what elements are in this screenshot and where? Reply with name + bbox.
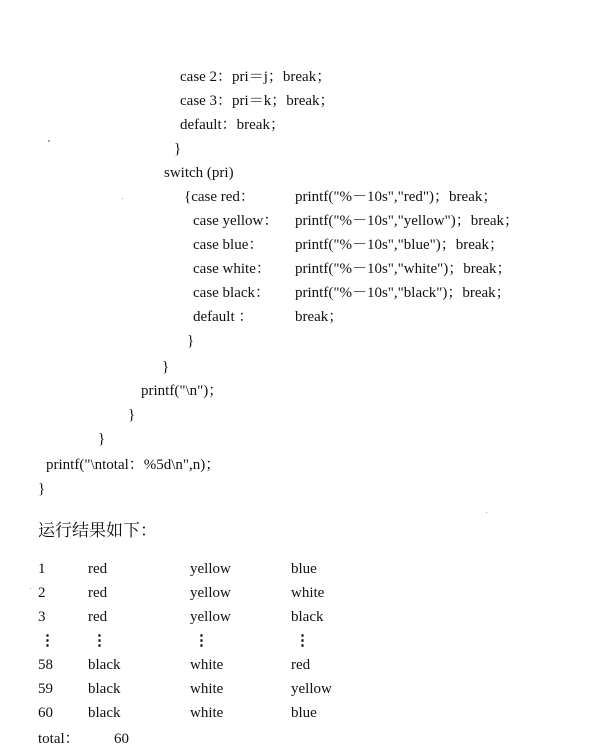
code-line-printf-newline: printf("\n")；	[141, 383, 224, 399]
code-line-case-yellow-stmt: printf("%－10s","yellow")；break；	[295, 213, 520, 229]
code-line-brace-close: }	[128, 407, 136, 423]
code-line-case-yellow-label: case yellow：	[193, 213, 279, 229]
result-color-3: blue	[291, 561, 317, 577]
result-index: 59	[38, 681, 53, 697]
scan-speck	[486, 512, 487, 513]
code-line-default-2-label: default ：	[193, 309, 254, 325]
result-color-3: yellow	[291, 681, 332, 697]
code-line-case-blue-stmt: printf("%－10s","blue")；break；	[295, 237, 505, 253]
code-line-brace-close: }	[38, 481, 46, 497]
result-index: 3	[38, 609, 46, 625]
result-color-1: red	[88, 585, 108, 601]
code-line-case-white-stmt: printf("%－10s","white")；break；	[295, 261, 512, 277]
code-line-default-2-stmt: break；	[295, 309, 344, 325]
result-index: 58	[38, 657, 53, 673]
code-line-brace-close: }	[98, 431, 106, 447]
code-line-case-3: case 3：pri＝k；break；	[180, 93, 335, 109]
result-color-3: red	[291, 657, 311, 673]
code-line-case-white-label: case white：	[193, 261, 271, 277]
code-line-case-2: case 2：pri＝j；break；	[180, 69, 332, 85]
result-color-2: yellow	[190, 609, 231, 625]
result-color-1: black	[88, 705, 121, 721]
result-index: 1	[38, 561, 46, 577]
scan-speck	[30, 588, 31, 589]
scan-speck	[48, 140, 50, 142]
result-color-1: red	[88, 561, 108, 577]
result-color-2: yellow	[190, 561, 231, 577]
scan-speck	[122, 198, 123, 199]
code-line-case-black-label: case black：	[193, 285, 271, 301]
total-value: 60	[114, 731, 129, 747]
code-line-case-black-stmt: printf("%－10s","black")；break；	[295, 285, 511, 301]
code-line-case-red-label: {case red：	[184, 189, 255, 205]
code-line-brace-close: }	[162, 359, 170, 375]
result-color-1: black	[88, 681, 121, 697]
ellipsis-color-1: ⋮	[92, 633, 107, 649]
result-color-3: white	[291, 585, 325, 601]
result-color-2: white	[190, 705, 224, 721]
ellipsis-color-2: ⋮	[194, 633, 209, 649]
code-line-case-blue-label: case blue：	[193, 237, 264, 253]
result-heading: 运行结果如下：	[38, 521, 157, 541]
code-line-case-red-stmt: printf("%－10s","red")；break；	[295, 189, 498, 205]
result-index: 60	[38, 705, 53, 721]
code-line-brace-close: }	[187, 333, 195, 349]
code-line-printf-total: printf("\ntotal：%5d\n",n)；	[46, 457, 221, 473]
code-line-default: default：break；	[180, 117, 285, 133]
code-line-switch: switch (pri)	[164, 165, 234, 181]
result-color-3: blue	[291, 705, 317, 721]
total-label: total：	[38, 731, 80, 747]
ellipsis-color-3: ⋮	[295, 633, 310, 649]
result-index: 2	[38, 585, 46, 601]
code-line-brace-close: }	[174, 141, 182, 157]
result-color-2: white	[190, 681, 224, 697]
ellipsis-index: ⋮	[40, 633, 55, 649]
result-color-2: yellow	[190, 585, 231, 601]
result-color-3: black	[291, 609, 324, 625]
result-color-2: white	[190, 657, 224, 673]
result-color-1: red	[88, 609, 108, 625]
result-color-1: black	[88, 657, 121, 673]
